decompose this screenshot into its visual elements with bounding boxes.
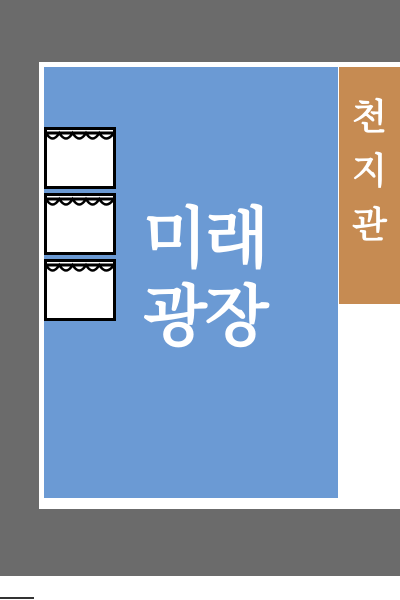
plaza-label bbox=[120, 200, 290, 356]
plaza-label-line2: 광장 bbox=[143, 278, 267, 355]
stall-awning-icon bbox=[44, 127, 116, 189]
cheonji-hall-building[interactable] bbox=[339, 67, 400, 304]
hall-label bbox=[339, 91, 400, 253]
divider-line bbox=[0, 597, 34, 599]
hall-label-char2: 지 bbox=[352, 151, 387, 192]
stall-awning-icon bbox=[44, 193, 116, 255]
hall-label-char1: 천 bbox=[352, 97, 387, 138]
hall-label-char3: 관 bbox=[352, 205, 387, 246]
stall-booth-3[interactable] bbox=[44, 259, 116, 321]
stall-booth-1[interactable] bbox=[44, 127, 116, 189]
plaza-label-line1: 미래 bbox=[143, 200, 267, 277]
stall-awning-icon bbox=[44, 259, 116, 321]
stall-booth-2[interactable] bbox=[44, 193, 116, 255]
